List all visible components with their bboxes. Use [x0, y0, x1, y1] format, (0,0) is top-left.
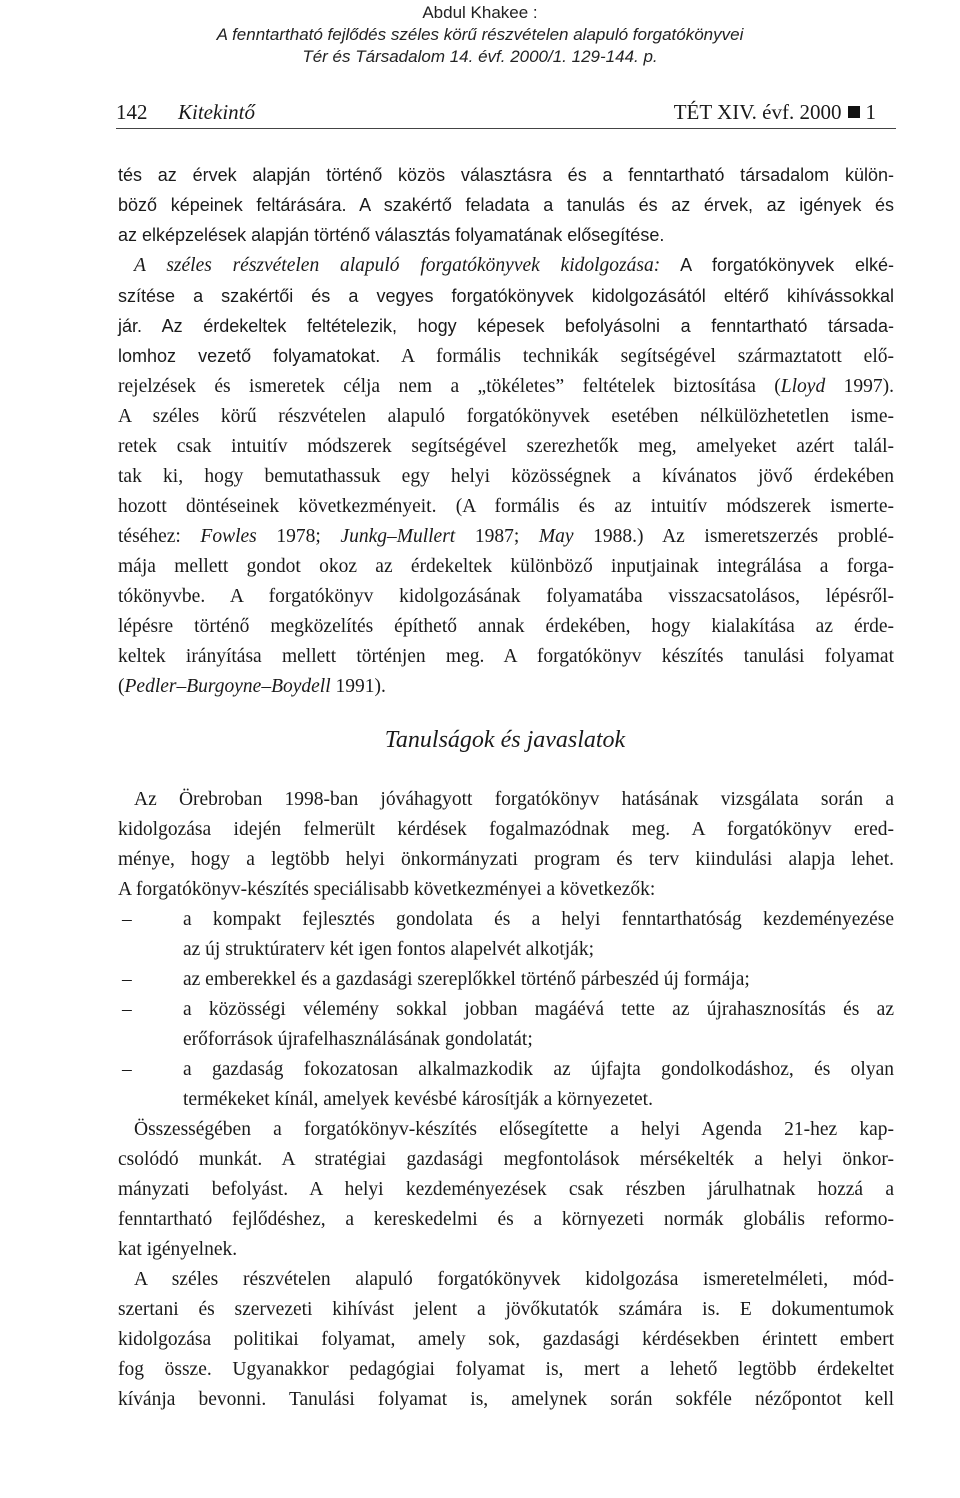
- text-line: fenntartható fejlődéshez, a kereskedelmi és a környezeti normák globális reformo-: [118, 1209, 894, 1230]
- text-span: 1987;: [455, 526, 539, 547]
- text-line: mája mellett gondot okoz az érdekeltek különböző inputjainak integrálása a forga-: [118, 556, 894, 577]
- citation-author: Abdul Khakee :: [422, 3, 538, 22]
- text-line: [118, 672, 894, 702]
- text-line: az új struktúraterv két igen fontos alapelvét alkotják;: [183, 939, 594, 960]
- text-line: az elképzelések alapján történő választás folyamatának elősegítése.: [118, 225, 665, 245]
- text-line: [118, 341, 894, 372]
- text-line: [118, 522, 894, 552]
- text-line: csolódó munkát. A stratégiai gazdasági megfontolások mérsékelték a helyi önkor-: [118, 1149, 894, 1170]
- citation-header: [0, 2, 960, 68]
- text-line: Az Örebroban 1998-ban jóváhagyott forgatókönyv hatásának vizsgálata során a: [134, 789, 894, 810]
- text-line: A forgatókönyv-készítés speciálisabb következményei a következők:: [118, 879, 656, 900]
- text-line: keltek irányítása mellett történjen meg. A forgatókönyv készítés tanulási folyamat: [118, 646, 894, 667]
- citation-source: Tér és Társadalom 14. évf. 2000/1. 129-144. p.: [302, 47, 658, 66]
- list-item: [118, 965, 894, 995]
- section-heading: Tanulságok és javaslatok: [384, 727, 626, 753]
- list-item: [118, 995, 894, 1055]
- section-name: Kitekintő: [178, 100, 255, 124]
- citation-author-ref: Lloyd: [780, 376, 826, 397]
- dash-marker: –: [122, 999, 132, 1020]
- dash-marker: –: [122, 969, 132, 990]
- text-span: 1997).: [825, 376, 894, 397]
- text-line: a gazdaság fokozatosan alkalmazkodik az újfajta gondolkodáshoz, és olyan: [183, 1059, 894, 1080]
- text-line: az emberekkel és a gazdasági szereplőkkel történő párbeszéd új formája;: [183, 969, 750, 990]
- text-line: Összességében a forgatókönyv-készítés elősegítette a helyi Agenda 21-hez kap-: [134, 1119, 894, 1140]
- text-span: 1988.) Az ismeretszerzés problé-: [573, 526, 895, 547]
- square-bullet-icon: [848, 106, 860, 118]
- text-span: rejelzések és ismeretek célja nem a „tökéletes” feltételek biztosítása (: [118, 376, 781, 397]
- text-span: A forgatókönyvek elké-: [660, 255, 895, 275]
- text-span: (: [118, 676, 125, 697]
- text-line: [118, 372, 894, 402]
- text-line: fog össze. Ugyanakkor pedagógiai folyamat is, mert a lehető legtöbb érdekeltet: [118, 1359, 894, 1380]
- text-span: 1978;: [256, 526, 341, 547]
- citation-author-ref: Pedler–Burgoyne–Boydell: [124, 676, 331, 697]
- text-line: kat igényelnek.: [118, 1239, 238, 1260]
- text-line: kidolgozása idején felmerült kérdések fogalmazódnak meg. A forgatókönyv ered-: [118, 819, 894, 840]
- citation-title: A fenntartható fejlődés széles körű részvételen alapuló forgatókönyvei: [216, 25, 744, 44]
- text-line: mányzati befolyást. A helyi kezdeményezések csak részben járulhatnak hozzá a: [118, 1179, 894, 1200]
- text-line: ménye, hogy a legtöbb helyi önkormányzati program és terv kiindulási alapja lehet.: [118, 849, 894, 870]
- text-line: tókönyvbe. A forgatókönyv kidolgozásának folyamatába visszacsatolásos, lépésről-: [118, 586, 894, 607]
- text-line: a kompakt fejlesztés gondolata és a helyi fenntarthatóság kezdeményezése: [183, 909, 894, 930]
- body-text-bottom: [118, 785, 894, 1415]
- page-number: 142: [116, 100, 148, 124]
- text-line: szítése a szakértői és a vegyes forgatókönyvek kidolgozásától eltérő kihívássokkal: [118, 286, 894, 306]
- text-line: [118, 250, 894, 281]
- text-line: szertani és szervezeti kihívást jelent a jövőkutatók számára is. E dokumentumok: [118, 1299, 894, 1320]
- text-line: A széles körű részvételen alapuló forgatókönyvek esetében nélkülözhetetlen isme-: [118, 406, 894, 427]
- citation-author-ref: Junkg–Mullert: [340, 526, 456, 547]
- text-line: tés az érvek alapján történő közös választásra és a fenntartható társadalom külön-: [118, 165, 894, 185]
- text-span: A formális technikák segítségével származtatott elő-: [380, 346, 894, 367]
- text-line: hozott döntéseinek következményeit. (A formális és az intuitív módszerek ismerte-: [118, 496, 894, 517]
- subheading-inline: A széles részvételen alapuló forgatókönyvek kidolgozása:: [134, 255, 661, 276]
- text-line: termékeket kínál, amelyek kevésbé károsítják a környezetet.: [183, 1089, 653, 1110]
- dash-marker: –: [122, 1059, 132, 1080]
- issue-number: 1: [865, 100, 876, 124]
- text-line: kívánja bevonni. Tanulási folyamat is, amelynek során sokféle nézőpontot kell: [118, 1389, 894, 1410]
- list-item: [118, 1055, 894, 1115]
- text-span: lomhoz vezető folyamatokat.: [118, 346, 381, 366]
- text-line: A széles részvételen alapuló forgatókönyvek kidolgozása ismeretelméleti, mód-: [134, 1269, 894, 1290]
- text-span: 1991).: [330, 676, 386, 697]
- journal-name: TÉT XIV. évf. 2000: [673, 100, 842, 124]
- text-line: kidolgozása politikai folyamat, amely sok, gazdasági kérdésekben érintett embert: [118, 1329, 894, 1350]
- consequence-list: [118, 905, 894, 1115]
- running-head: [116, 98, 896, 129]
- text-line: tak ki, hogy bemutathassuk egy helyi közösségnek a kívánatos jövő érdekében: [118, 466, 894, 487]
- list-item: [118, 905, 894, 965]
- text-span: téséhez:: [118, 526, 201, 547]
- text-line: böző képeinek feltárására. A szakértő feladata a tanulás és az érvek, az igények és: [118, 195, 894, 215]
- dash-marker: –: [122, 909, 132, 930]
- text-line: retek csak intuitív módszerek segítségével szerezhetők meg, amelyeket azért talál-: [118, 436, 894, 457]
- text-line: erőforrások újrafelhasználásának gondolatát;: [183, 1029, 533, 1050]
- body-text-top: [118, 160, 894, 702]
- citation-author-ref: Fowles: [200, 526, 257, 547]
- journal-info: [674, 100, 876, 125]
- text-line: jár. Az érdekeltek feltételezik, hogy képesek befolyásolni a fenntartható társada-: [118, 316, 894, 336]
- citation-author-ref: May: [538, 526, 574, 547]
- text-line: lépésre történő megközelítés építhető annak érdekében, hogy kialakítása az érde-: [118, 616, 894, 637]
- text-line: a közösségi vélemény sokkal jobban magáévá tette az újrahasznosítás és az: [183, 999, 894, 1020]
